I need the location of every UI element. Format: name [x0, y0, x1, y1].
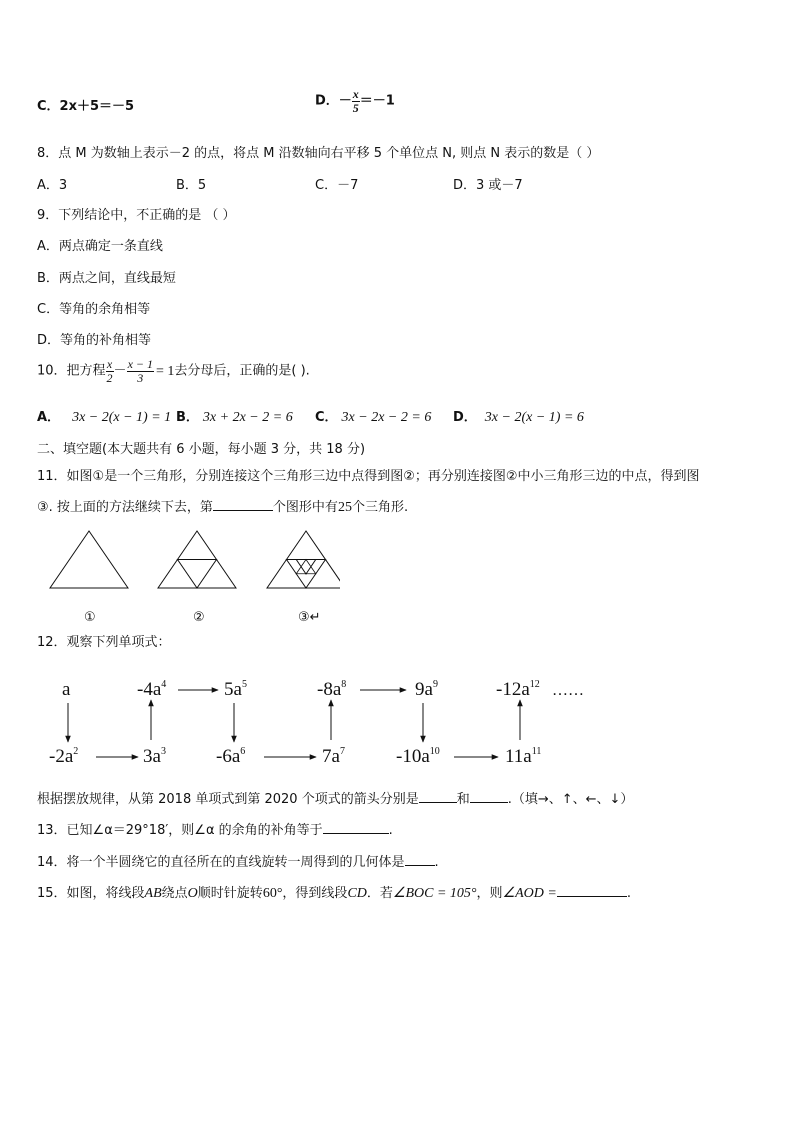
q7-option-d-label: D．－: [315, 93, 352, 109]
q10-option-d: [453, 409, 584, 427]
q12-question-text-b: 和: [456, 792, 470, 807]
q15-point-o: O: [187, 886, 198, 901]
q11-figure-label-2: ②: [193, 610, 205, 625]
q13-period: .: [388, 823, 393, 838]
q12-question-text-c: .（填→、↑、←、↓）: [507, 792, 634, 807]
q9-option-a: A．两点确定一条直线: [37, 239, 163, 254]
q10-tail: 去分母后，正确的是( ).: [174, 363, 310, 379]
q15-text-f: ，则: [476, 886, 503, 901]
q15-period: .: [626, 886, 631, 901]
fraction-denominator: 2: [106, 371, 113, 385]
q12-stem: 12．观察下列单项式：: [37, 635, 171, 650]
figure-2-triangle: [158, 531, 236, 588]
q13-answer-blank[interactable]: [323, 821, 389, 834]
q10-option-c: [315, 409, 431, 427]
q8-option-c: C．－7: [315, 178, 359, 193]
monomial-top-3: $5a^5$: [224, 679, 247, 700]
q8-option-b: B．5: [176, 178, 207, 193]
option-label: A．: [37, 410, 61, 425]
monomial-top-4: $-8a^8$: [317, 679, 347, 700]
option-expression: 3x − 2x − 2 = 6: [341, 410, 432, 425]
monomial-bottom-3: $-6a^6$: [216, 746, 246, 767]
q7-option-c: C．2x＋5＝－5: [37, 99, 135, 114]
q11-line-2: [37, 498, 408, 517]
fraction-numerator: x: [352, 87, 359, 101]
fraction-numerator: x − 1: [127, 357, 153, 371]
q12-question-text-a: 根据摆放规律，从第 2018 单项式到第 2020 个项式的箭头分别是: [37, 792, 419, 807]
monomial-top-6: $-12a^{12}$: [496, 679, 540, 700]
q10-minus: －: [113, 363, 127, 379]
q10-option-a: [37, 409, 171, 427]
q15-segment-cd: CD: [347, 886, 367, 901]
option-expression: 3x − 2(x − 1) = 1: [72, 410, 172, 425]
q15-condition: ∠BOC = 105°: [392, 886, 477, 901]
q14-period: .: [434, 855, 439, 870]
q13-text: 13．已知∠α＝29°18′，则∠α 的余角的补角等于: [37, 823, 323, 838]
q13: [37, 821, 393, 840]
q11-text-a: ③. 按上面的方法继续下去，第: [37, 500, 213, 515]
monomial-bottom-1: $-2a^2$: [49, 746, 79, 767]
q12-ellipsis: ……: [552, 682, 584, 699]
q15-answer-blank[interactable]: [557, 884, 627, 897]
monomial-top-5: $9a^9$: [415, 679, 438, 700]
q14-text: 14．将一个半圆绕它的直径所在的直线旋转一周得到的几何体是: [37, 855, 405, 870]
option-expression: 3x + 2x − 2 = 6: [202, 410, 293, 425]
figure-3-triangle: [267, 531, 340, 588]
section-heading: 二、填空题(本大题共有 6 小题，每小题 3 分，共 18 分): [37, 442, 366, 457]
q7-option-d: [315, 88, 395, 115]
q15-segment-ab: AB: [144, 886, 162, 901]
q11-answer-blank[interactable]: [213, 498, 273, 511]
q8-stem: 8．点 M 为数轴上表示－2 的点，将点 M 沿数轴向右平移 5 个单位点 N, 则点 N 表示的数是（ ）: [37, 146, 600, 161]
monomial-bottom-5: $-10a^{10}$: [396, 746, 440, 767]
q14-answer-blank[interactable]: [405, 853, 435, 866]
q10-fraction-2: [127, 358, 154, 385]
q15-text-e: ．若: [366, 886, 393, 901]
q10-option-b: [176, 409, 293, 427]
q11-figure-label-1: ①: [84, 610, 96, 625]
q12-arrows: [68, 690, 520, 757]
monomial-bottom-6: $11a^{11}$: [505, 746, 542, 767]
monomial-top-2: $-4a^4$: [137, 679, 167, 700]
q10-fraction-1: [106, 358, 114, 385]
monomial-top-1: a: [62, 679, 71, 700]
fraction-numerator: x: [106, 357, 113, 371]
q15-text-b: 绕点: [161, 886, 188, 901]
q11-text-c: 个三角形.: [351, 500, 409, 515]
q15-text-c: 顺时针旋转: [197, 886, 263, 901]
q12-answer-blank-1[interactable]: [419, 790, 457, 803]
q15-angle: 60°: [262, 886, 283, 901]
fraction-denominator: 5: [352, 101, 359, 115]
q15-text-d: ，得到线段: [282, 886, 348, 901]
q9-option-b: B．两点之间，直线最短: [37, 271, 176, 286]
q14: [37, 853, 439, 872]
option-label: C．: [315, 410, 338, 425]
q11-text-b: 个图形中有: [272, 500, 338, 515]
q11-figure-label-3: ③↵: [298, 610, 321, 625]
q15-text-a: 15．如图，将线段: [37, 886, 145, 901]
q12-monomial-diagram: [40, 670, 600, 775]
q9-stem: 9．下列结论中，不正确的是 （ ）: [37, 208, 236, 223]
monomial-bottom-2: $3a^3$: [143, 746, 166, 767]
q11-line-1: 11．如图①是一个三角形，分别连接这个三角形三边中点得到图②；再分别连接图②中小三角形三边的中点，得到图: [37, 469, 700, 484]
q15: [37, 884, 631, 903]
q10-equals: = 1: [156, 363, 175, 379]
q12-question: [37, 790, 633, 809]
fraction-denominator: 3: [137, 371, 144, 385]
q10-stem: [37, 358, 310, 385]
option-label: D．: [453, 410, 477, 425]
q12-answer-blank-2[interactable]: [470, 790, 508, 803]
q7-option-d-rest: ＝－1: [359, 93, 395, 109]
q8-option-d: D．3 或－7: [453, 178, 523, 193]
q9-option-c: C．等角的余角相等: [37, 302, 151, 317]
q11-count: 25: [337, 500, 352, 515]
q15-question: ∠AOD =: [502, 886, 557, 901]
monomial-bottom-4: $7a^7$: [322, 746, 345, 767]
figure-1-triangle: [50, 531, 128, 588]
q8-option-a: A．3: [37, 178, 68, 193]
option-label: B．: [176, 410, 199, 425]
option-expression: 3x − 2(x − 1) = 6: [484, 410, 584, 425]
q9-option-d: D．等角的补角相等: [37, 333, 152, 348]
q7-option-d-fraction: [352, 88, 360, 115]
q10-lead: 10．把方程: [37, 363, 106, 379]
